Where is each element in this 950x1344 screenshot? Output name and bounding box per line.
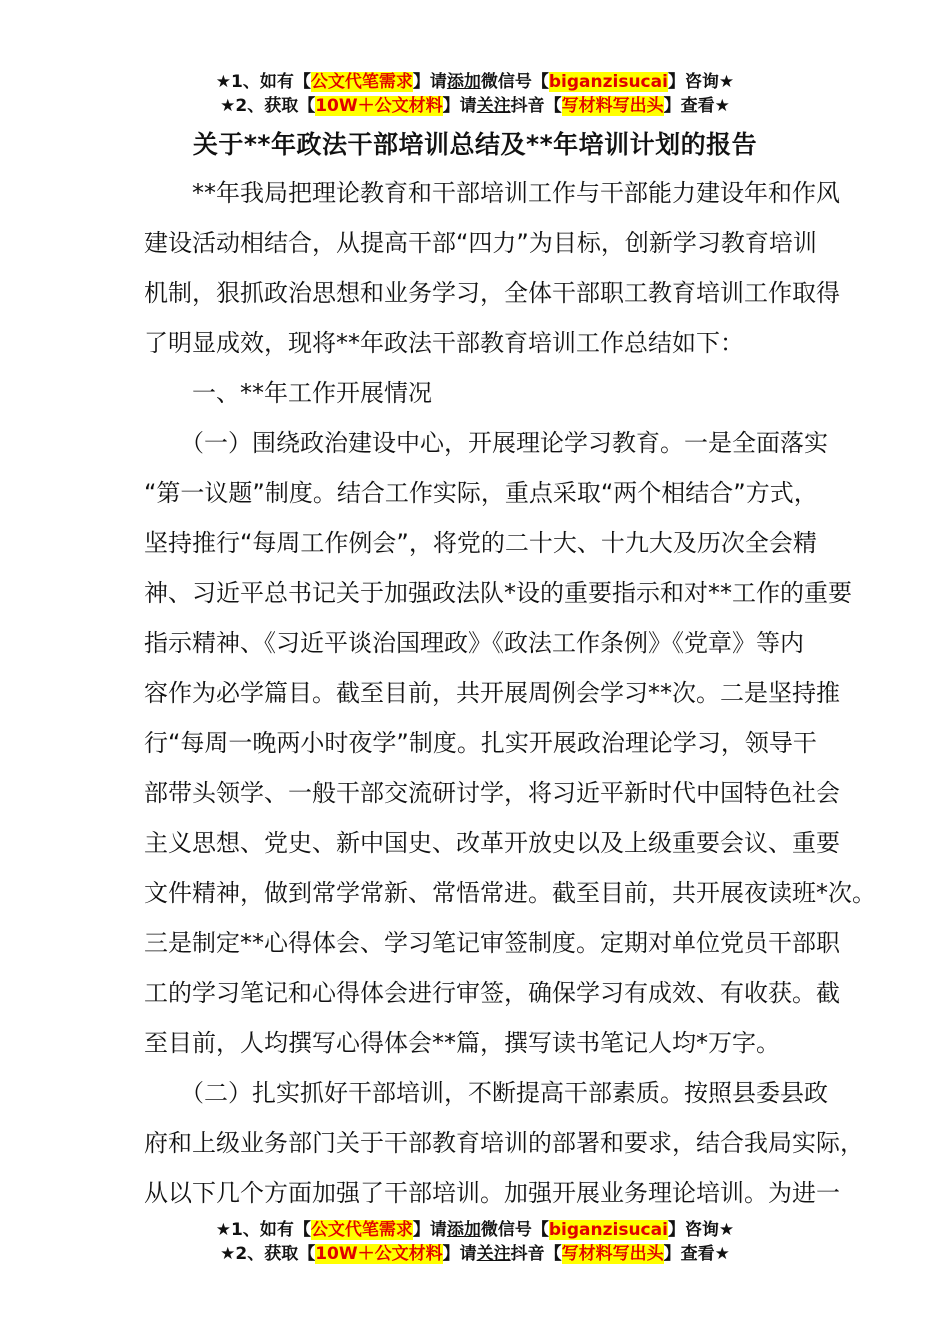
body-line: 指示精神、《习近平谈治国理政》《政法工作条例》《党章》等内 (144, 629, 804, 657)
highlight-douyin: 写材料写出头 (561, 1244, 664, 1264)
highlight-service: 公文代笔需求 (310, 72, 413, 92)
body-line: （二）扎实抓好干部培训，不断提高干部素质。按照县委县政 (144, 1079, 828, 1107)
section-heading: 一、**年工作开展情况 (144, 379, 432, 407)
ad-banner-top-1: ★1、如有【公文代笔需求】请添加微信号【biganzisucai】咨询★ (215, 72, 735, 92)
highlight-materials: 10W＋公文材料 (315, 96, 443, 116)
body-line: （一）围绕政治建设中心，开展理论学习教育。一是全面落实 (144, 429, 828, 457)
highlight-douyin: 写材料写出头 (561, 96, 664, 116)
body-line: “第一议题”制度。结合工作实际，重点采取“两个相结合”方式， (144, 479, 818, 507)
document-title: 关于**年政法干部培训总结及**年培训计划的报告 (192, 130, 758, 159)
ad-banner-bottom-1: ★1、如有【公文代笔需求】请添加微信号【biganzisucai】咨询★ (215, 1220, 735, 1240)
body-line: 从以下几个方面加强了干部培训。加强开展业务理论培训。为进一 (144, 1179, 840, 1207)
highlight-wechat-id: biganzisucai (548, 1220, 668, 1240)
body-line: 部带头领学、一般干部交流研讨学，将习近平新时代中国特色社会 (144, 779, 840, 807)
body-line: 机制，狠抓政治思想和业务学习，全体干部职工教育培训工作取得 (144, 279, 840, 307)
body-line: 文件精神，做到常学常新、常悟常进。截至目前，共开展夜读班*次。 (144, 879, 876, 907)
body-line: **年我局把理论教育和干部培训工作与干部能力建设年和作风 (144, 179, 840, 207)
ad-banner-top-2: ★2、获取【10W＋公文材料】请关注抖音【写材料写出头】查看★ (220, 96, 730, 116)
body-line: 至目前，人均撰写心得体会**篇，撰写读书笔记人均*万字。 (144, 1029, 780, 1057)
body-line: 坚持推行“每周工作例会”，将党的二十大、十九大及历次全会精 (144, 529, 817, 557)
body-line: 容作为必学篇目。截至目前，共开展周例会学习**次。二是坚持推 (144, 679, 840, 707)
highlight-materials: 10W＋公文材料 (315, 1244, 443, 1264)
body-line: 行“每周一晚两小时夜学”制度。扎实开展政治理论学习，领导干 (144, 729, 817, 757)
highlight-service: 公文代笔需求 (310, 1220, 413, 1240)
highlight-wechat-id: biganzisucai (548, 72, 668, 92)
body-line: 主义思想、党史、新中国史、改革开放史以及上级重要会议、重要 (144, 829, 840, 857)
body-line: 工的学习笔记和心得体会进行审签，确保学习有成效、有收获。截 (144, 979, 840, 1007)
body-line: 三是制定**心得体会、学习笔记审签制度。定期对单位党员干部职 (144, 929, 840, 957)
body-line: 了明显成效，现将**年政法干部教育培训工作总结如下： (144, 329, 744, 357)
body-line: 建设活动相结合，从提高干部“四力”为目标，创新学习教育培训 (144, 229, 817, 257)
body-line: 神、习近平总书记关于加强政法队*设的重要指示和对**工作的重要 (144, 579, 852, 607)
ad-banner-bottom-2: ★2、获取【10W＋公文材料】请关注抖音【写材料写出头】查看★ (220, 1244, 730, 1264)
body-line: 府和上级业务部门关于干部教育培训的部署和要求，结合我局实际， (144, 1129, 864, 1157)
